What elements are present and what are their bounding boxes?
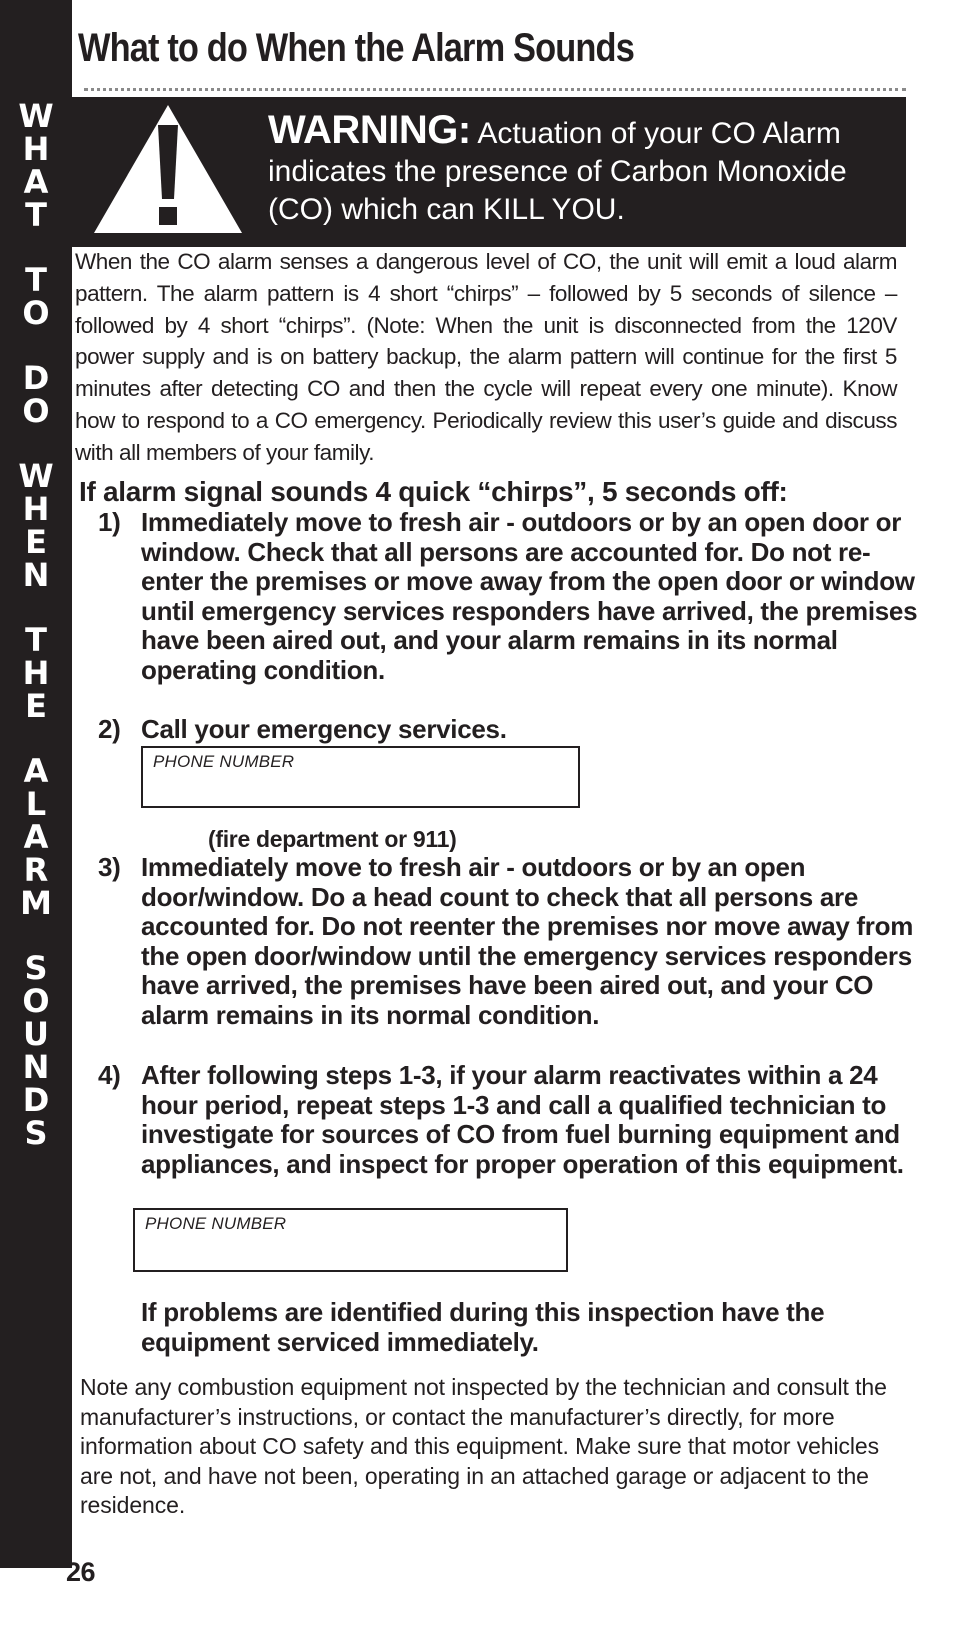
sidebar-letter: A: [23, 163, 49, 201]
sidebar-letter: O: [22, 294, 50, 332]
step-number: 1): [98, 507, 121, 537]
warning-body: Actuation of your CO Alarm indicates the presence of Carbon Monoxide (CO) which can KILL YOU.: [268, 117, 847, 226]
intro-paragraph: When the CO alarm senses a dangerous level of CO, the unit will emit a loud alarm pattern. The alarm pattern is 4 short “chirps” – followed by 5 seconds of silence – followed by 4 short “chirps”. (Note: When the unit is disconnected from the 120V power supply and is on battery backup, the alarm pattern will continue for the first 5 minutes after detecting CO and then the cycle will repeat every one minute). Know how to respond to a CO emergency. Periodically review this user’s guide and discuss with all members of your family.: [75, 249, 897, 465]
step-text: After following steps 1-3, if your alarm reactivates within a 24 hour period, repeat steps 1-3 and call a qualified technician to investigate for sources of CO from fuel burning equipment and appliances, and inspect for proper operation of this equipment.: [141, 1060, 904, 1179]
inspection-problems-note: If problems are identified during this inspection have the equipment serviced immediately.: [141, 1297, 825, 1357]
sidebar-letter: M: [20, 884, 52, 922]
sidebar-letter: W: [18, 457, 54, 495]
phone-number-label: PHONE NUMBER: [145, 1214, 287, 1233]
sidebar-letter: H: [22, 490, 50, 528]
phone-number-field-1[interactable]: [141, 746, 580, 808]
sidebar-letter: O: [22, 392, 50, 430]
sidebar-letter: T: [25, 261, 47, 299]
sidebar-letter: A: [23, 752, 49, 790]
sidebar-letter: A: [23, 818, 49, 856]
sidebar-vertical-title: [0, 97, 72, 1152]
sidebar-letter: O: [22, 982, 50, 1020]
sidebar-letter: L: [25, 785, 47, 823]
sidebar-letter: E: [25, 687, 47, 725]
title-divider: [84, 88, 906, 91]
step-item-2: [98, 715, 918, 745]
warning-message: [268, 108, 888, 229]
sidebar-letter: S: [24, 949, 48, 987]
warning-triangle-icon: [90, 101, 246, 237]
sidebar-letter: R: [23, 851, 49, 889]
alarm-signal-heading: If alarm signal sounds 4 quick “chirps”, 5 seconds off:: [79, 476, 788, 507]
phone-number-field-2[interactable]: [133, 1208, 568, 1272]
sidebar-letter: S: [24, 1114, 48, 1152]
step-text: Immediately move to fresh air - outdoors or by an open door/window. Do a head count to check that all persons are accounted for. Do not reenter the premises nor move away from the open door/window until the emergency services responders have arrived, the premises have been aired out, and your CO alarm remains in its normal condition.: [141, 852, 914, 1030]
step-number: 3): [98, 852, 121, 882]
page-title: What to do When the Alarm Sounds: [78, 26, 634, 70]
page-number: 26: [66, 1557, 96, 1587]
sidebar-letter: E: [25, 523, 47, 561]
step-text: Call your emergency services.: [141, 714, 507, 744]
sidebar-letter: D: [22, 359, 50, 397]
sidebar-letter: D: [22, 1081, 50, 1119]
warning-banner: [72, 97, 906, 247]
fire-department-note: (fire department or 911): [208, 826, 457, 852]
sidebar-letter: N: [22, 1048, 50, 1086]
sidebar-letter: W: [18, 97, 54, 135]
step-number: 4): [98, 1060, 121, 1090]
combustion-equipment-note: Note any combustion equipment not inspected by the technician and consult the manufacturer’s instructions, or contact the manufacturer’s directly, for more information about CO safety and this equipment. Make sure that motor vehicles are not, and have not been, operating in an attached garage or adjacent to the residence.: [80, 1374, 887, 1518]
phone-number-label: PHONE NUMBER: [153, 752, 295, 771]
sidebar-letter: T: [25, 196, 47, 234]
step-item-4: [98, 1061, 918, 1179]
sidebar-tab: [0, 0, 72, 1568]
step-number: 2): [98, 714, 121, 744]
sidebar-letter: H: [22, 654, 50, 692]
sidebar-letter: H: [22, 130, 50, 168]
sidebar-letter: T: [25, 621, 47, 659]
warning-label: WARNING:: [268, 108, 471, 152]
step-text: Immediately move to fresh air - outdoors or by an open door or window. Check that all persons are accounted for. Do not re-enter the premises or move away from the open door or window until emergency services responders have arrived, the premises have been aired out, and your alarm remains in its normal operating condition.: [141, 507, 918, 685]
step-item-3: [98, 853, 918, 1030]
step-item-1: [98, 508, 918, 685]
sidebar-letter: N: [22, 556, 50, 594]
sidebar-letter: U: [23, 1015, 49, 1053]
